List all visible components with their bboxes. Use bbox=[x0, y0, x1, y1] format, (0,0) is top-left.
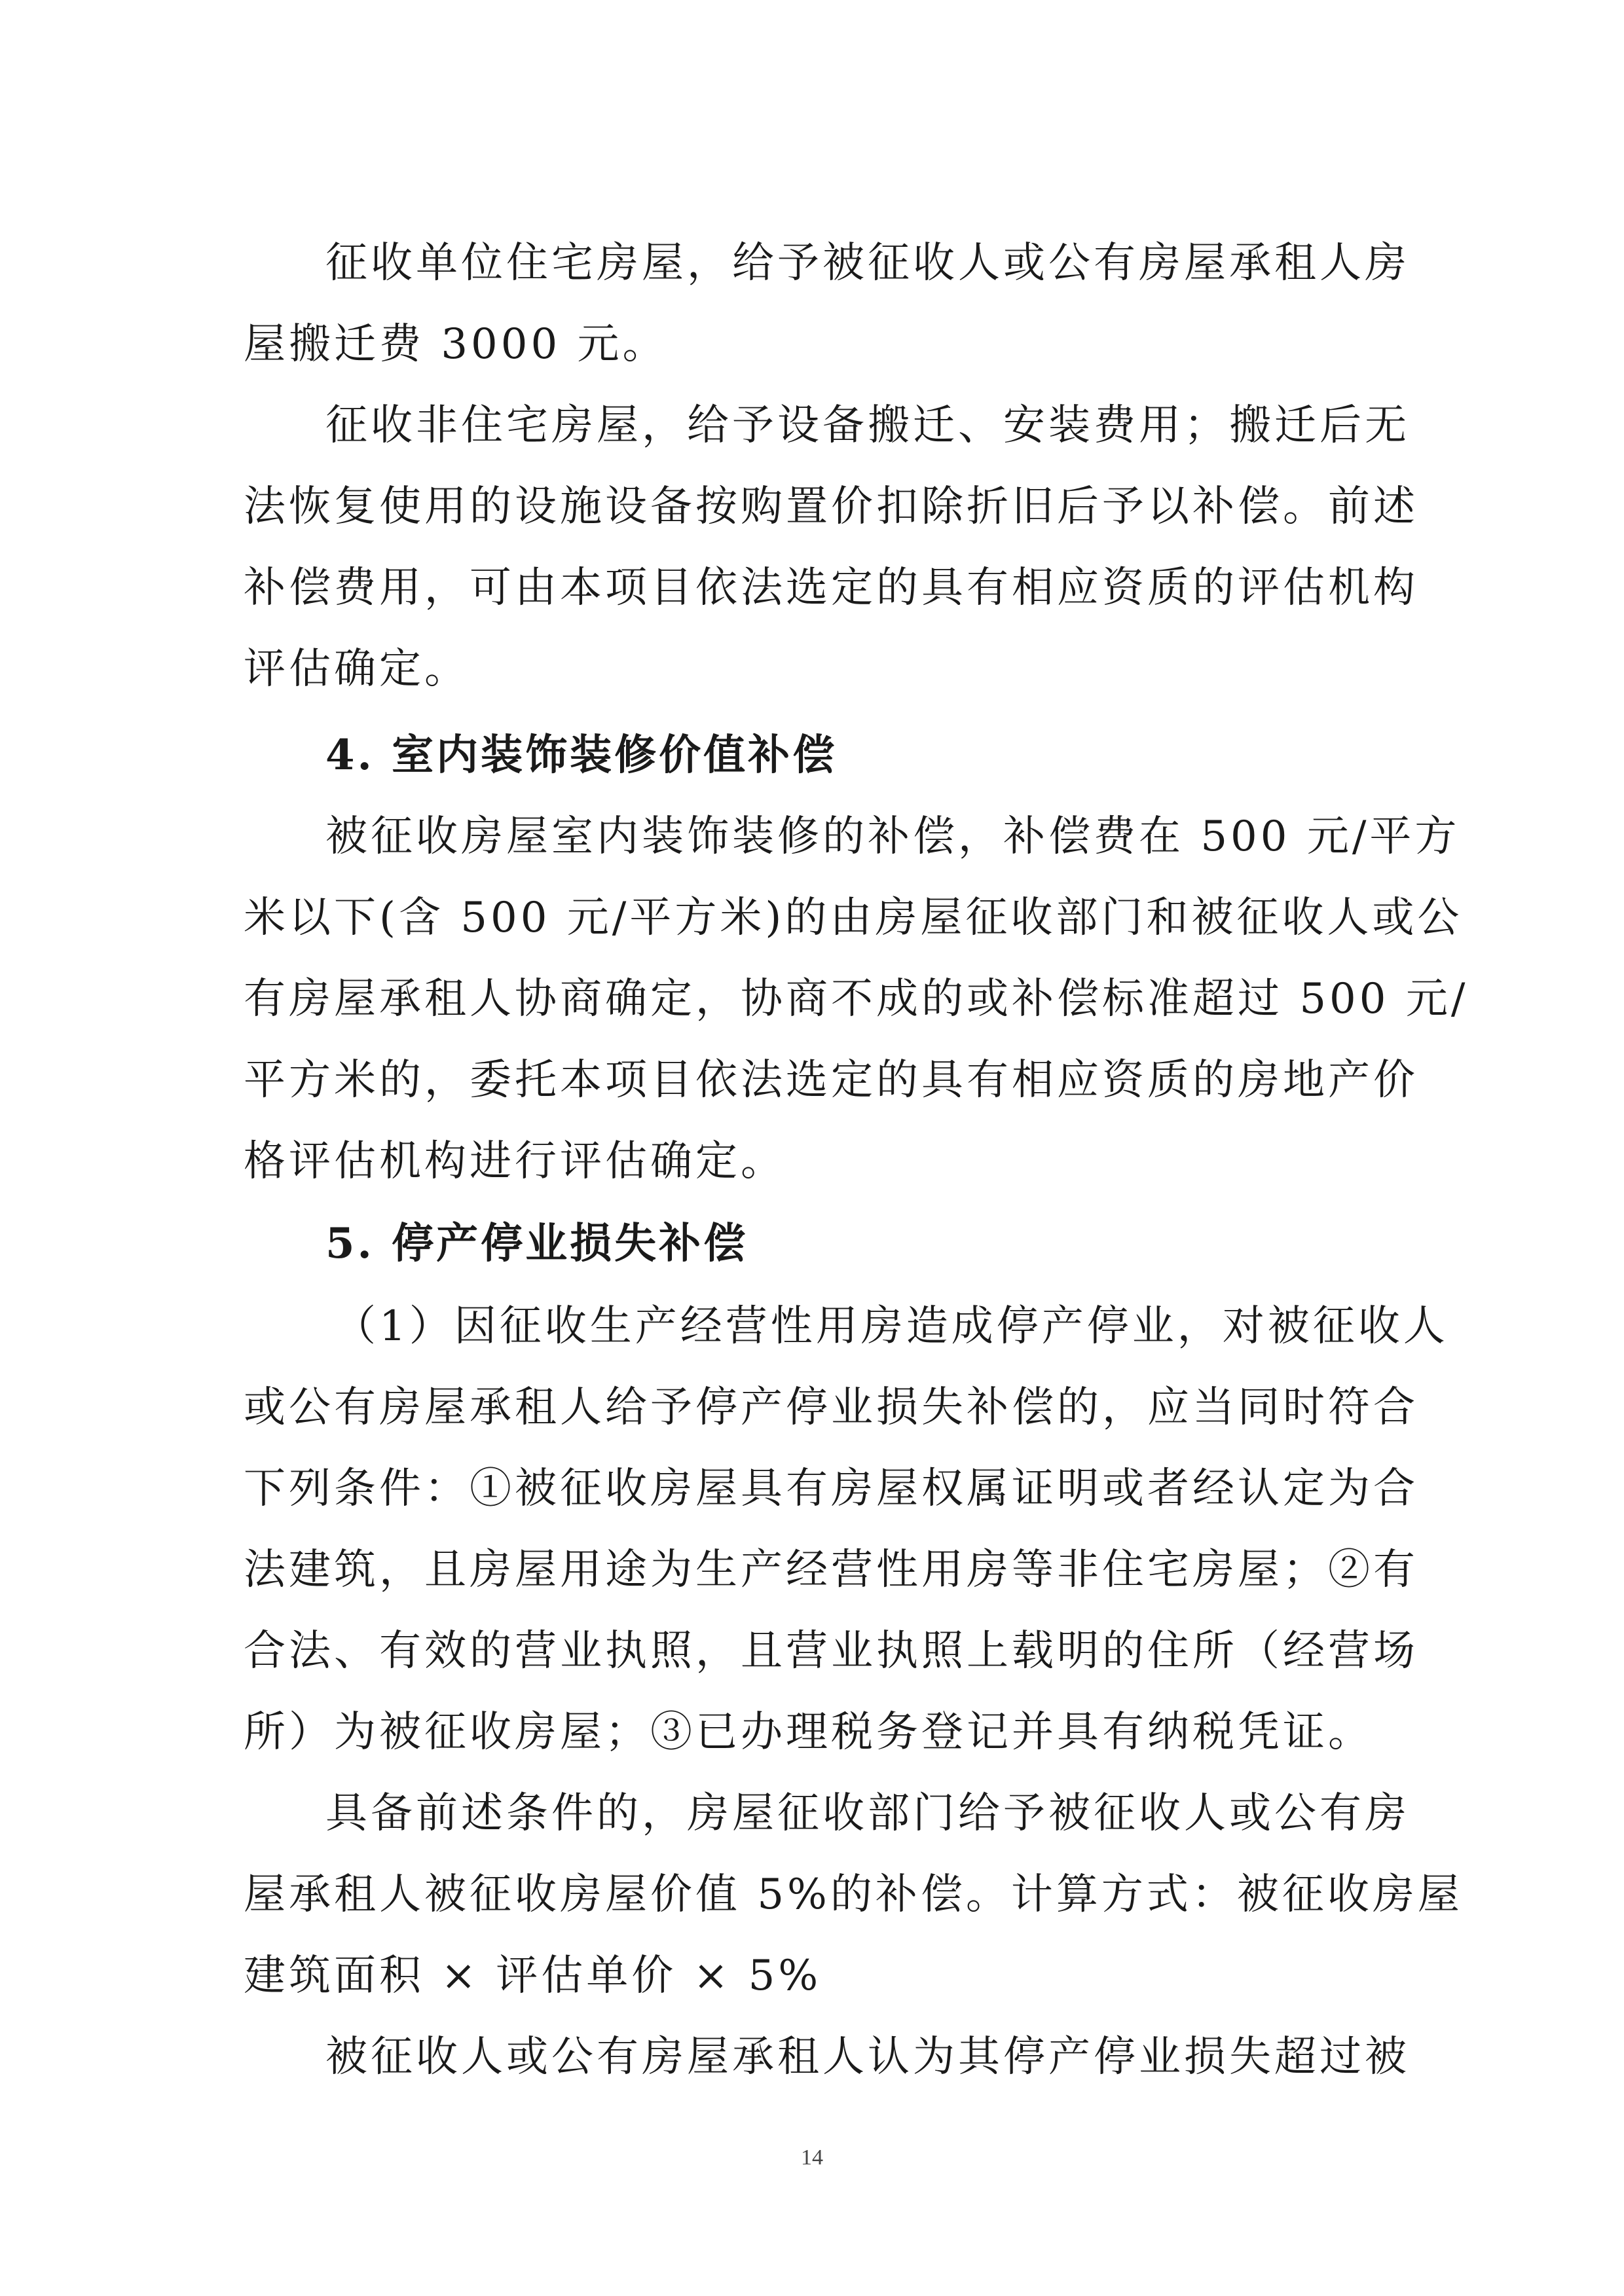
paragraph-line: 法恢复使用的设施设备按购置价扣除折旧后予以补偿。前述 bbox=[244, 483, 1418, 531]
paragraph-line: 米以下(含 500 元/平方米)的由房屋征收部门和被征收人或公 bbox=[244, 894, 1463, 942]
paragraph-line: 屋搬迁费 3000 元。 bbox=[244, 320, 668, 369]
paragraph-line: 所）为被征收房屋；③已办理税务登记并具有纳税凭证。 bbox=[244, 1708, 1373, 1757]
paragraph-line: 被征收人或公有房屋承租人认为其停产停业损失超过被 bbox=[325, 2033, 1410, 2081]
paragraph-line: 屋承租人被征收房屋价值 5%的补偿。计算方式：被征收房屋 bbox=[244, 1870, 1463, 1919]
paragraph-line: 评估确定。 bbox=[244, 645, 470, 693]
paragraph-line: 下列条件：①被征收房屋具有房屋权属证明或者经认定为合 bbox=[244, 1465, 1418, 1513]
section-heading: 4. 室内装饰装修价值补偿 bbox=[325, 731, 838, 780]
paragraph-line: 征收单位住宅房屋，给予被征收人或公有房屋承租人房 bbox=[325, 239, 1410, 287]
paragraph-line: 平方米的，委托本项目依法选定的具有相应资质的房地产价 bbox=[244, 1056, 1418, 1104]
page-number: 14 bbox=[801, 2145, 823, 2170]
paragraph-line: 被征收房屋室内装饰装修的补偿，补偿费在 500 元/平方 bbox=[325, 812, 1460, 861]
paragraph-line: （1）因征收生产经营性用房造成停产停业，对被征收人 bbox=[334, 1302, 1449, 1351]
paragraph-line: 法建筑，且房屋用途为生产经营性用房等非住宅房屋；②有 bbox=[244, 1546, 1418, 1594]
paragraph-line: 征收非住宅房屋，给予设备搬迁、安装费用；搬迁后无 bbox=[325, 401, 1410, 450]
paragraph-line: 格评估机构进行评估确定。 bbox=[244, 1137, 786, 1186]
paragraph-line: 有房屋承租人协商确定，协商不成的或补偿标准超过 500 元/ bbox=[244, 975, 1469, 1023]
paragraph-line: 或公有房屋承租人给予停产停业损失补偿的，应当同时符合 bbox=[244, 1383, 1418, 1432]
paragraph-line: 建筑面积 × 评估单价 × 5% bbox=[244, 1952, 822, 2000]
paragraph-line: 补偿费用，可由本项目依法选定的具有相应资质的评估机构 bbox=[244, 564, 1418, 612]
section-heading: 5. 停产停业损失补偿 bbox=[325, 1219, 748, 1268]
paragraph-line: 具备前述条件的，房屋征收部门给予被征收人或公有房 bbox=[325, 1789, 1410, 1838]
paragraph-line: 合法、有效的营业执照，且营业执照上载明的住所（经营场 bbox=[244, 1627, 1418, 1675]
